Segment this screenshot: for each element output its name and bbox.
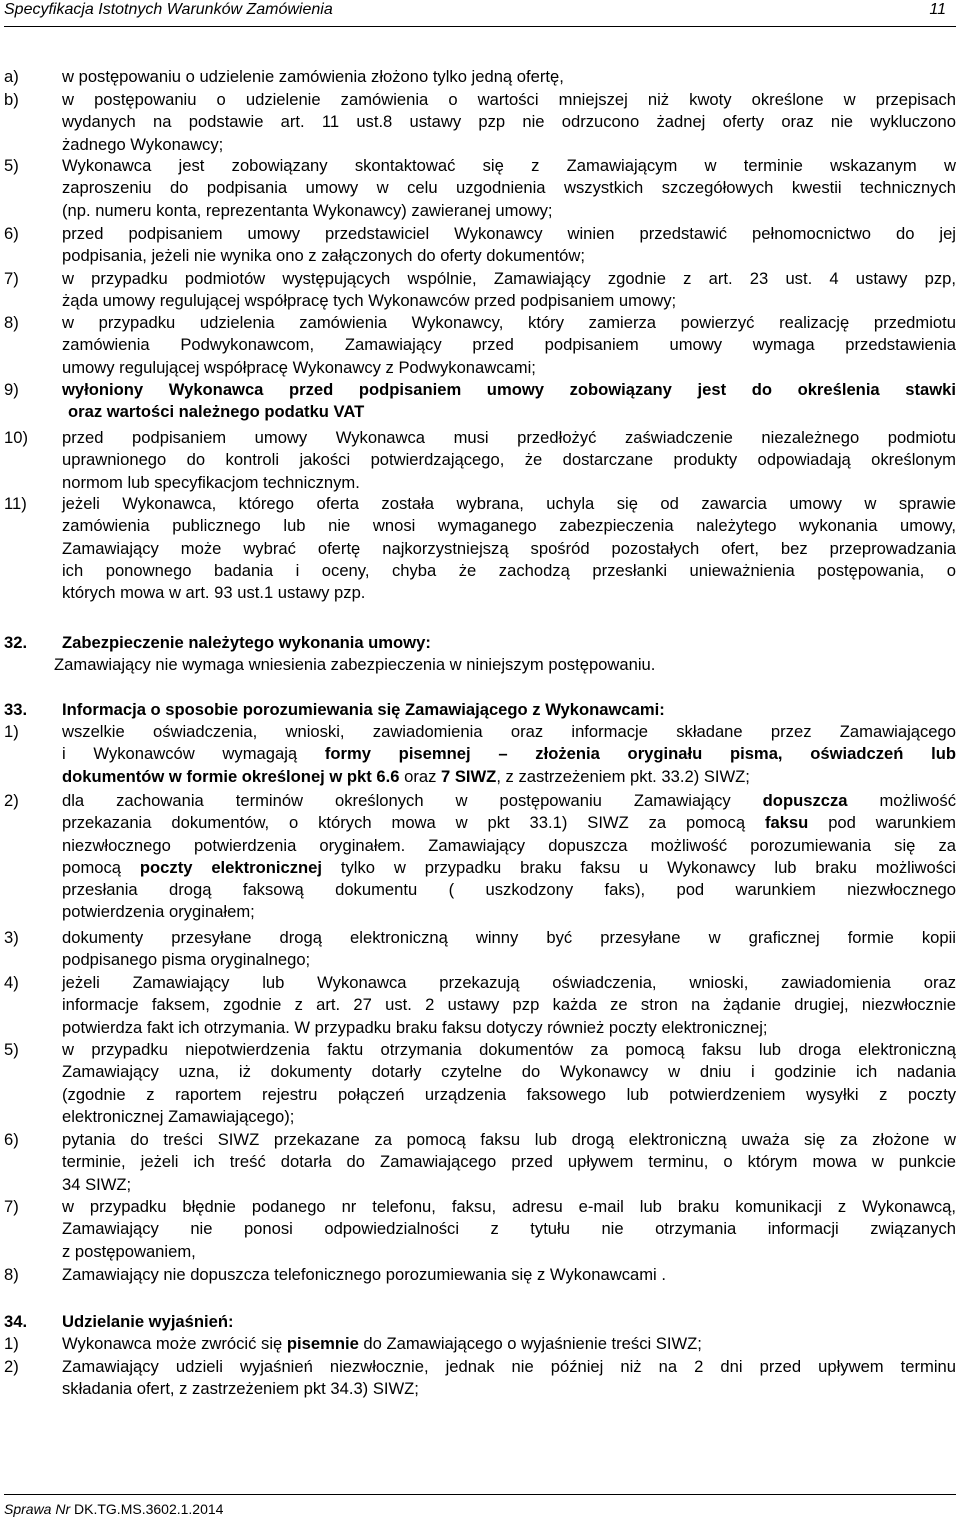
list-item-text (62, 927, 956, 972)
page-header (4, 0, 956, 27)
list-item-text (62, 427, 956, 494)
section-title: Informacja o sposobie porozumiewania się Zamawiającego z Wykonawcami: (62, 700, 665, 719)
text-line: pomocą poczty elektronicznej tylko w przypadku braku faksu u Wykonawcy lub braku możliwości (62, 857, 956, 877)
section-number: 32. (4, 633, 28, 652)
list-item-text (62, 790, 956, 924)
list-item-number: 8) (4, 313, 19, 332)
text-line: wydanych na podstawie art. 11 ust.8 ustawy pzp nie odrzucono żadnej oferty oraz nie wykluczono (62, 112, 956, 132)
list-item-text (62, 972, 956, 1039)
section-heading (4, 1311, 956, 1333)
section-title: Udzielanie wyjaśnień: (62, 1312, 234, 1331)
list-item (4, 1039, 956, 1128)
text-line: podpisania, jeżeli nie wynika ono z załączonych do oferty dokumentów; (62, 246, 586, 266)
list-item-text (62, 223, 956, 268)
text-line: elektronicznej Zamawiającego); (62, 1106, 295, 1126)
section-heading (4, 632, 956, 677)
list-item (4, 268, 956, 313)
list-item-text (62, 721, 956, 788)
text-line: uprawnionego do kontroli jakości potwierdzającego, że dostarczane produkty odpowiadają określonym (62, 450, 956, 470)
document-title: Specyfikacja Istotnych Warunków Zamówienia (4, 1, 333, 18)
list-item-number: 9) (4, 380, 19, 399)
case-number: DK.TG.MS.3602.1.2014 (74, 1501, 224, 1517)
list-item-text (62, 89, 956, 156)
text-line: przekazania dokumentów, o których mowa w pkt 33.1) SIWZ za pomocą faksu pod warunkiem (62, 813, 956, 833)
text-line: normom lub specyfikacjom technicznym. (62, 472, 360, 492)
list-item-number: 7) (4, 269, 19, 288)
text-line: jeżeli Zamawiający lub Wykonawca przekazują oświadczenia, wnioski, zawiadomienia oraz (62, 973, 956, 992)
text-line: podpisanego pisma oryginalnego; (62, 950, 311, 970)
list-item-text (62, 312, 956, 379)
section-heading (4, 699, 956, 721)
text-line: w postępowaniu o udzielenie zamówienia o wartości mniejszej niż kwoty określone w przepisach (62, 90, 956, 109)
text-line: ich ponownego badania i oceny, chyba że zachodzą przesłanki unieważnienia postępowania, o (62, 560, 956, 580)
list-item (4, 312, 956, 379)
list-item-number: 3) (4, 928, 19, 947)
list-item (4, 972, 956, 1039)
text-line: przesłania drogą faksową dokumentu ( uszkodzony faks), pod warunkiem niezwłocznego (62, 880, 956, 900)
list-item-text (62, 493, 956, 604)
text-line: przed podpisaniem umowy przedstawiciel Wykonawcy winien przedstawić pełnomocnictwo do jej (62, 224, 956, 243)
text-line: żąda umowy regulującej współpracę tych Wykonawców przed podpisaniem umowy; (62, 291, 677, 311)
text-line: Wykonawca jest zobowiązany skontaktować się z Zamawiającym w terminie wskazanym w (62, 156, 956, 175)
text-line: wyłoniony Wykonawca przed podpisaniem umowy zobowiązany jest do określenia stawki (62, 380, 956, 399)
text-line: zaproszeniu do podpisania umowy w celu uzgodnienia wszystkich szczegółowych kwestii technicznych (62, 178, 956, 198)
text-line: dokumenty przesyłane drogą elektroniczną winny być przesyłane w graficznej formie kopii (62, 928, 956, 947)
text-line: dla zachowania terminów określonych w postępowaniu Zamawiający dopuszcza możliwość (62, 791, 957, 810)
section-body: Zamawiający nie wymaga wniesienia zabezpieczenia w niniejszym postępowaniu. (54, 655, 656, 675)
list-item-number: a) (4, 67, 19, 86)
list-item-number: 10) (4, 428, 28, 447)
list-item (4, 1264, 956, 1286)
list-item-text (62, 155, 956, 222)
text-line: wszelkie oświadczenia, wnioski, zawiadomienia oraz informacje składane przez Zamawiającego (62, 722, 956, 741)
text-line: potwierdzenia oryginałem; (62, 902, 255, 922)
list-item (4, 1333, 956, 1355)
list-item (4, 1196, 956, 1263)
text-line: Zamawiający nie ponosi odpowiedzialności z tytułu nie otrzymania informacji związanych (62, 1219, 956, 1239)
text-line: pytania do treści SIWZ przekazane za pomocą faksu lub drogą elektroniczną uważa się za złożone w (62, 1130, 956, 1149)
text-line: (np. numeru konta, reprezentanta Wykonawcy) zawieranej umowy; (62, 200, 553, 220)
list-item-text (62, 379, 956, 424)
text-line: z postępowaniem, (62, 1241, 196, 1261)
text-line: potwierdza fakt ich otrzymania. W przypadku braku faksu dotyczy również poczty elektronicznej; (62, 1017, 768, 1037)
list-item-number: 2) (4, 791, 19, 810)
text-line: jeżeli Wykonawca, którego oferta została wybrana, uchyla się od zawarcia umowy w sprawie (62, 494, 956, 513)
list-item-text (62, 1264, 956, 1286)
list-item (4, 66, 956, 88)
list-item (4, 89, 956, 156)
text-line: i Wykonawców wymagają formy pisemnej – złożenia oryginału pisma, oświadczeń lub (62, 744, 956, 764)
text-line: Zamawiający nie dopuszcza telefonicznego porozumiewania się z Wykonawcami . (62, 1265, 666, 1284)
text-line: składania ofert, z zastrzeżeniem pkt 34.3) SIWZ; (62, 1379, 419, 1399)
text-line: zamówienia Podwykonawcom, Zamawiający przed podpisaniem umowy wymaga przedstawienia (62, 335, 956, 355)
list-item-number: 2) (4, 1357, 19, 1376)
list-item (4, 927, 956, 972)
list-item-text (62, 1196, 956, 1263)
text-line: których mowa w art. 93 ust.1 ustawy pzp. (62, 583, 366, 603)
text-line: niezwłocznego potwierdzenia oryginałem. Zamawiający dopuszcza możliwość porozumiewania się za (62, 835, 956, 855)
list-item (4, 493, 956, 605)
text-line: w postępowaniu o udzielenie zamówienia złożono tylko jedną ofertę, (62, 67, 564, 86)
text-line: dokumentów w formie określonej w pkt 6.6 oraz 7 SIWZ, z zastrzeżeniem pkt. 33.2) SIWZ; (62, 766, 750, 786)
list-item-number: 11) (4, 494, 27, 513)
text-line: Zamawiający uzna, iż dokumenty dotarły czytelne do Wykonawcy w dniu i godzinie ich nadania (62, 1062, 956, 1082)
text-line: w przypadku podmiotów występujących wspólnie, Zamawiający zgodnie z art. 23 ust. 4 ustawy pzp, (62, 269, 956, 288)
list-item (4, 155, 956, 222)
list-item (4, 1129, 956, 1196)
list-item (4, 721, 956, 788)
text-line: przed podpisaniem umowy Wykonawca musi przedłożyć zaświadczenie niezależnego podmiotu (62, 428, 956, 447)
text-line: umowy regulującej współpracę Wykonawcy z Podwykonawcami; (62, 357, 536, 377)
text-line: oraz wartości należnego podatku VAT (68, 402, 365, 422)
list-item-number: 6) (4, 224, 19, 243)
section-title: Zabezpieczenie należytego wykonania umowy: (62, 633, 431, 652)
list-item-number: 5) (4, 156, 19, 175)
list-item (4, 790, 956, 924)
text-line: informacje faksem, zgodnie z art. 27 ust. 2 ustawy pzp każda ze stron na żądanie drugiej, niezwłocznie (62, 995, 956, 1015)
text-line: Zamawiający udzieli wyjaśnień niezwłocznie, jednak nie później niż na 2 dni przed upływem terminu (62, 1357, 956, 1376)
list-item (4, 427, 956, 494)
list-item-text (62, 268, 956, 313)
text-line: w przypadku udzielenia zamówienia Wykonawcy, który zamierza powierzyć realizację przedmiotu (62, 313, 956, 332)
section-number: 33. (4, 700, 28, 719)
list-item (4, 1356, 956, 1401)
list-item-text (62, 1039, 956, 1128)
list-item-number: 4) (4, 973, 19, 992)
list-item-number: 6) (4, 1130, 19, 1149)
list-item (4, 379, 956, 424)
text-line: zamówienia publicznego lub nie wnosi wymaganego zabezpieczenia należytego wykonania umowy, (62, 516, 956, 536)
list-item-number: b) (4, 90, 19, 109)
text-line: (zgodnie z raportem rejestru połączeń urządzenia faksowego lub potwierdzeniem wysyłki z poczty (62, 1084, 956, 1104)
section-number: 34. (4, 1312, 28, 1331)
text-line: w przypadku błędnie podanego nr telefonu, faksu, adresu e-mail lub braku komunikacji z Wykonawcą, (62, 1197, 956, 1216)
list-item-number: 1) (4, 722, 19, 741)
page-footer (4, 1494, 956, 1517)
text-line: żadnego Wykonawcy; (62, 134, 224, 154)
list-item-text (62, 66, 956, 88)
text-line: Zamawiający może wybrać ofertę najkorzystniejszą spośród pozostałych ofert, bez przeprowadzania (62, 538, 956, 558)
text-line: 34 SIWZ; (62, 1174, 132, 1194)
list-item-text (62, 1356, 956, 1401)
list-item (4, 223, 956, 268)
list-item-text (62, 1129, 956, 1196)
text-line: Wykonawca może zwrócić się pisemnie do Zamawiającego o wyjaśnienie treści SIWZ; (62, 1334, 702, 1353)
text-line: terminie, jeżeli ich treść dotarła do Zamawiającego przed upływem terminu, o którym mowa w punkcie (62, 1152, 956, 1172)
list-item-number: 7) (4, 1197, 19, 1216)
case-number-label: Sprawa Nr (4, 1501, 71, 1517)
page-number: 11 (929, 1, 946, 18)
list-item-number: 1) (4, 1334, 19, 1353)
list-item-text (62, 1333, 956, 1355)
list-item-number: 5) (4, 1040, 19, 1059)
text-line: w przypadku niepotwierdzenia faktu otrzymania dokumentów za pomocą faksu lub droga elektroniczną (62, 1040, 956, 1059)
list-item-number: 8) (4, 1265, 19, 1284)
